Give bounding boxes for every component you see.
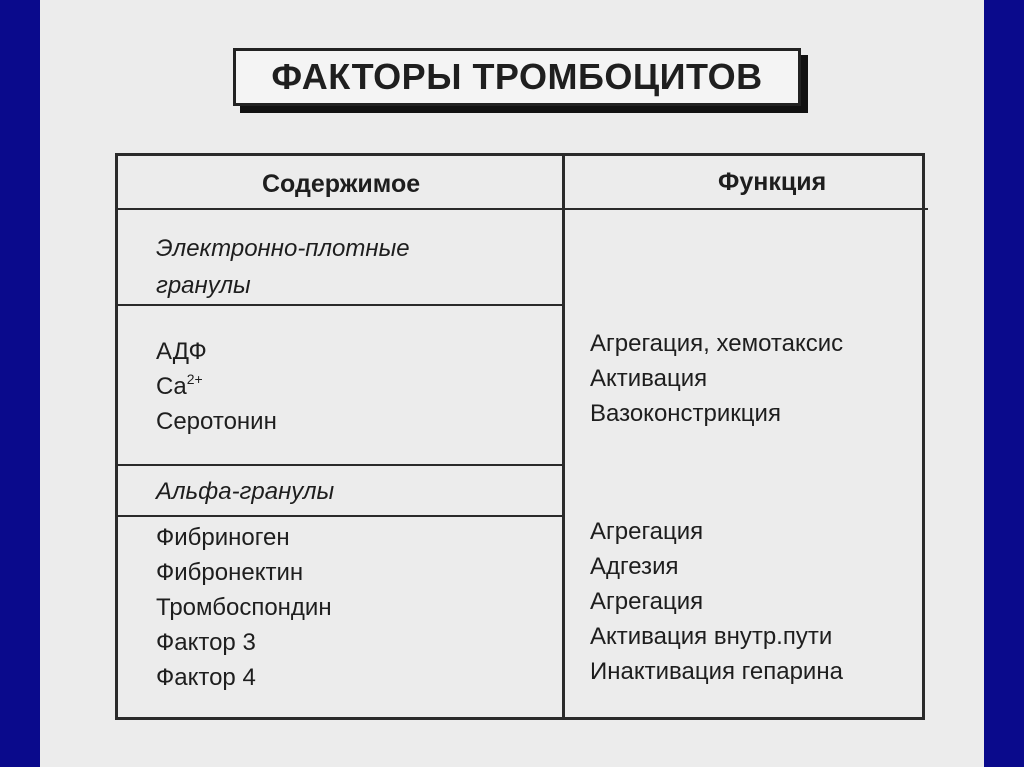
group1-name: Электронно-плотные гранулы [156,235,410,299]
list-item: Вазоконстрикция [590,400,781,427]
ca-superscript: 2+ [186,371,203,387]
column-divider [562,156,565,717]
group2-top-divider [118,464,562,466]
list-item: Тромбоспондин [156,594,332,621]
list-item: Активация [590,365,708,392]
list-item: Адгезия [590,553,679,580]
list-item: Активация внутр.пути [590,623,833,650]
list-item: Серотонин [156,408,277,435]
group2-name-divider [118,515,562,517]
group2-items [156,520,332,695]
list-item: Фибриноген [156,524,290,551]
list-item: Агрегация [590,518,704,545]
group1-functions [590,326,843,431]
list-item: Инактивация гепарина [590,658,843,685]
group1-items [156,334,277,439]
list-item: Фибронектин [156,559,304,586]
header-function: Функция [718,168,827,196]
platelet-factors-table [115,153,925,720]
list-item: Фактор 4 [156,664,256,691]
group2-name: Альфа-гранулы [156,478,335,505]
list-item: Агрегация [590,588,704,615]
header-divider [118,208,928,210]
list-item: АДФ [156,338,207,365]
list-item: $Ca^{2+}$ [156,371,203,400]
page-title: ФАКТОРЫ ТРОМБОЦИТОВ [233,48,801,106]
slide [40,0,984,767]
list-item: Агрегация, хемотаксис [590,330,844,357]
header-content: Содержимое [262,170,421,198]
list-item: Фактор 3 [156,629,256,656]
group1-name-divider [118,304,562,306]
group2-functions [590,514,843,689]
